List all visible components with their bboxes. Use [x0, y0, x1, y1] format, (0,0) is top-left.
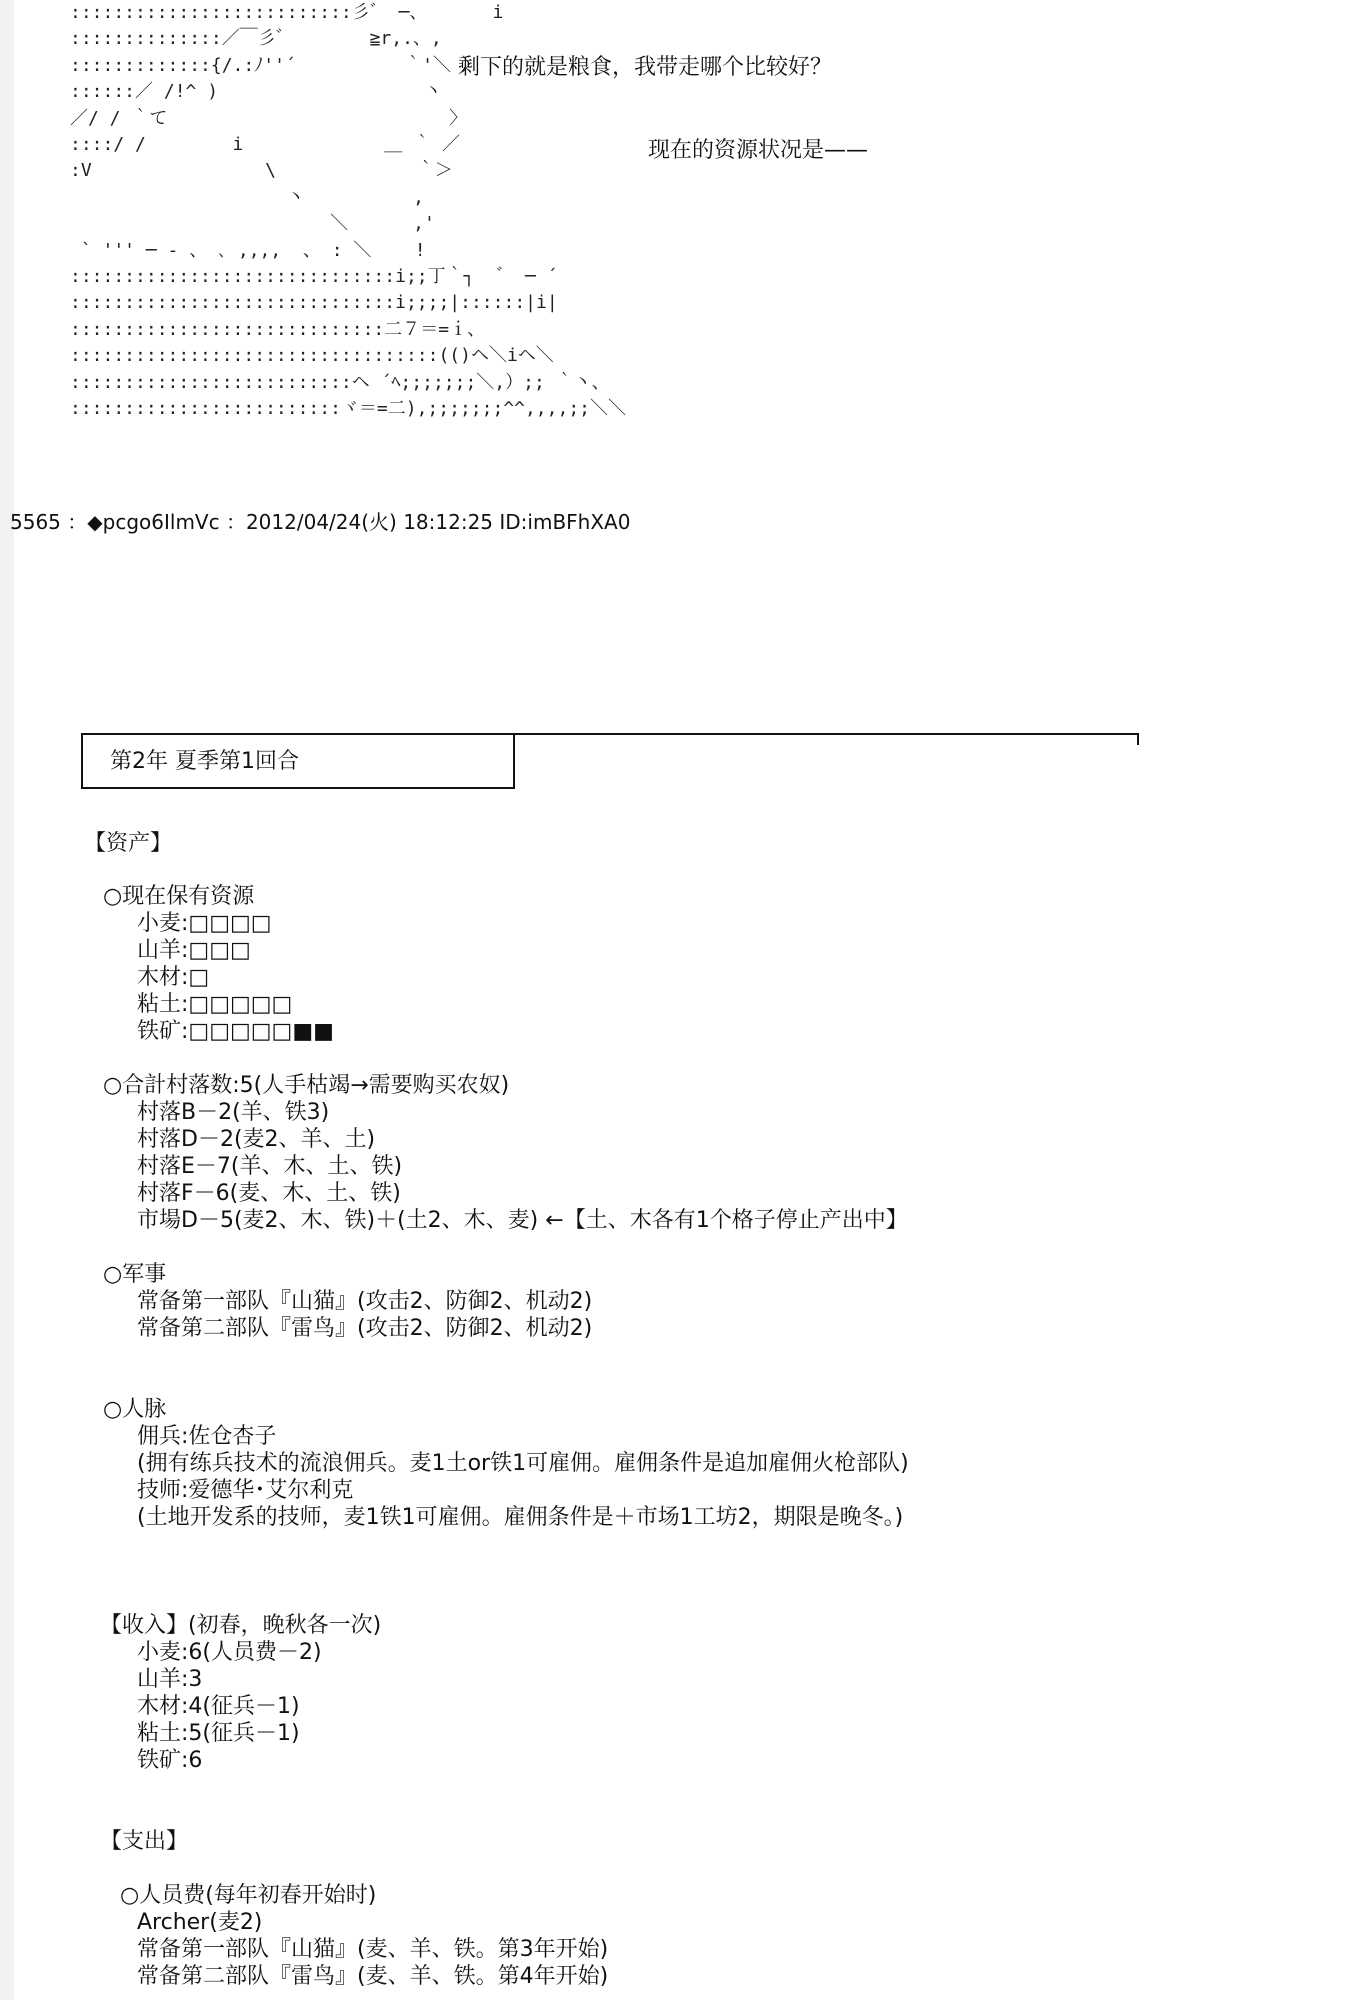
report-line: 【资产】	[84, 831, 173, 856]
post-header: 5565 ：◆pcgo6IlmVc ：2012/04/24(火) 18:12:25 ID:imBFhXA0	[10, 510, 631, 534]
report-line: 小麦:□□□□	[137, 911, 272, 936]
report-line: ○合計村落数:5(人手枯竭→需要购买农奴)	[103, 1073, 510, 1098]
report-line: (土地开发系的技师，麦1铁1可雇佣。雇佣条件是＋市场1工坊2，期限是晚冬。)	[137, 1505, 904, 1530]
report-line: 小麦:6(人员费－2)	[137, 1640, 322, 1665]
report-line: 常备第二部队『雷鸟』(麦、羊、铁。第4年开始)	[137, 1964, 609, 1989]
report-line: 常备第一部队『山猫』(攻击2、防御2、机动2)	[137, 1289, 593, 1314]
report-line: 粘土:□□□□□	[137, 992, 293, 1017]
report-line: 铁矿:6	[137, 1748, 203, 1773]
narration-line-2: 现在的资源状况是——	[648, 138, 869, 163]
report-line: Archer(麦2)	[137, 1910, 263, 1935]
report-line: 铁矿:□□□□□■■	[137, 1019, 334, 1044]
report-line: 木材:□	[137, 965, 210, 990]
report-line: 常备第二部队『雷鸟』(攻击2、防御2、机动2)	[137, 1316, 593, 1341]
report-line: 常备第一部队『山猫』(麦、羊、铁。第3年开始)	[137, 1937, 609, 1962]
report-line: 佣兵:佐仓杏子	[137, 1424, 277, 1449]
report-line: 【支出】	[100, 1829, 189, 1854]
report-line: 【收入】(初春，晚秋各一次)	[100, 1613, 382, 1638]
report-line: ○军事	[103, 1262, 167, 1287]
report-line: ○现在保有资源	[103, 884, 255, 909]
report-line: ○人脉	[103, 1397, 167, 1422]
report-line: 木材:4(征兵－1)	[137, 1694, 300, 1719]
report-line: 市場D－5(麦2、木、铁)＋(土2、木、麦) ←【土、木各有1个格子停止产出中】	[137, 1208, 908, 1233]
report-line: 村落B－2(羊、铁3)	[137, 1100, 330, 1125]
report-line: 技师:爱德华･艾尔利克	[137, 1478, 354, 1503]
report-line: 村落E－7(羊、木、土、铁)	[137, 1154, 403, 1179]
ascii-art-figure: ::::::::::::::::::::::::::彡゛ ─、 i ::::::::::::::／￣彡゛ ≧r,.、, :::::::::::::{/.:ﾉ''´ ｀'＼ 〉 ::::::／ /!^ ) 丶 ／/ / ｀て 〉 ::::/ / i ＿ ｀ ／ :V \ ｀＞ 丶 , ＼ ,' ` ''' ─ ‐ 、 ､ ,,,, 、 : ＼ ! ::::::::::::::::::::::::::::::i;;丁｀┐ ゛ ─ ´ ::::::::::::::::::::::::::::::i;;;;|::::::|i| :::::::::::::::::::::::::::::二７＝=ｉ、 ::::::::::::::::::::::::::::::::::(()ヘ＼iヘ＼ ::::::::::::::::::::::::::ヘ ´ﾍ;;;;;;;＼,）;; ｀丶、 :::::::::::::::::::::::::ヾ＝=二),;;;;;;;^^,,,,;;＼＼	[70, 2, 626, 420]
narration-line-1: 剩下的就是粮食，我带走哪个比较好？	[458, 55, 833, 80]
left-gutter	[0, 0, 14, 2000]
report-line: 山羊:□□□	[137, 938, 251, 963]
report-line: 粘土:5(征兵－1)	[137, 1721, 300, 1746]
round-title: 第2年 夏季第1回合	[110, 749, 299, 774]
report-line: 村落D－2(麦2、羊、土)	[137, 1127, 376, 1152]
title-bracket-divider	[513, 733, 515, 745]
report-line: 山羊:3	[137, 1667, 203, 1692]
report-line: ○人员费(每年初春开始时)	[120, 1883, 377, 1908]
report-line: (拥有练兵技术的流浪佣兵。麦1土or铁1可雇佣。雇佣条件是追加雇佣火枪部队)	[137, 1451, 909, 1476]
report-line: 村落F－6(麦、木、土、铁)	[137, 1181, 401, 1206]
